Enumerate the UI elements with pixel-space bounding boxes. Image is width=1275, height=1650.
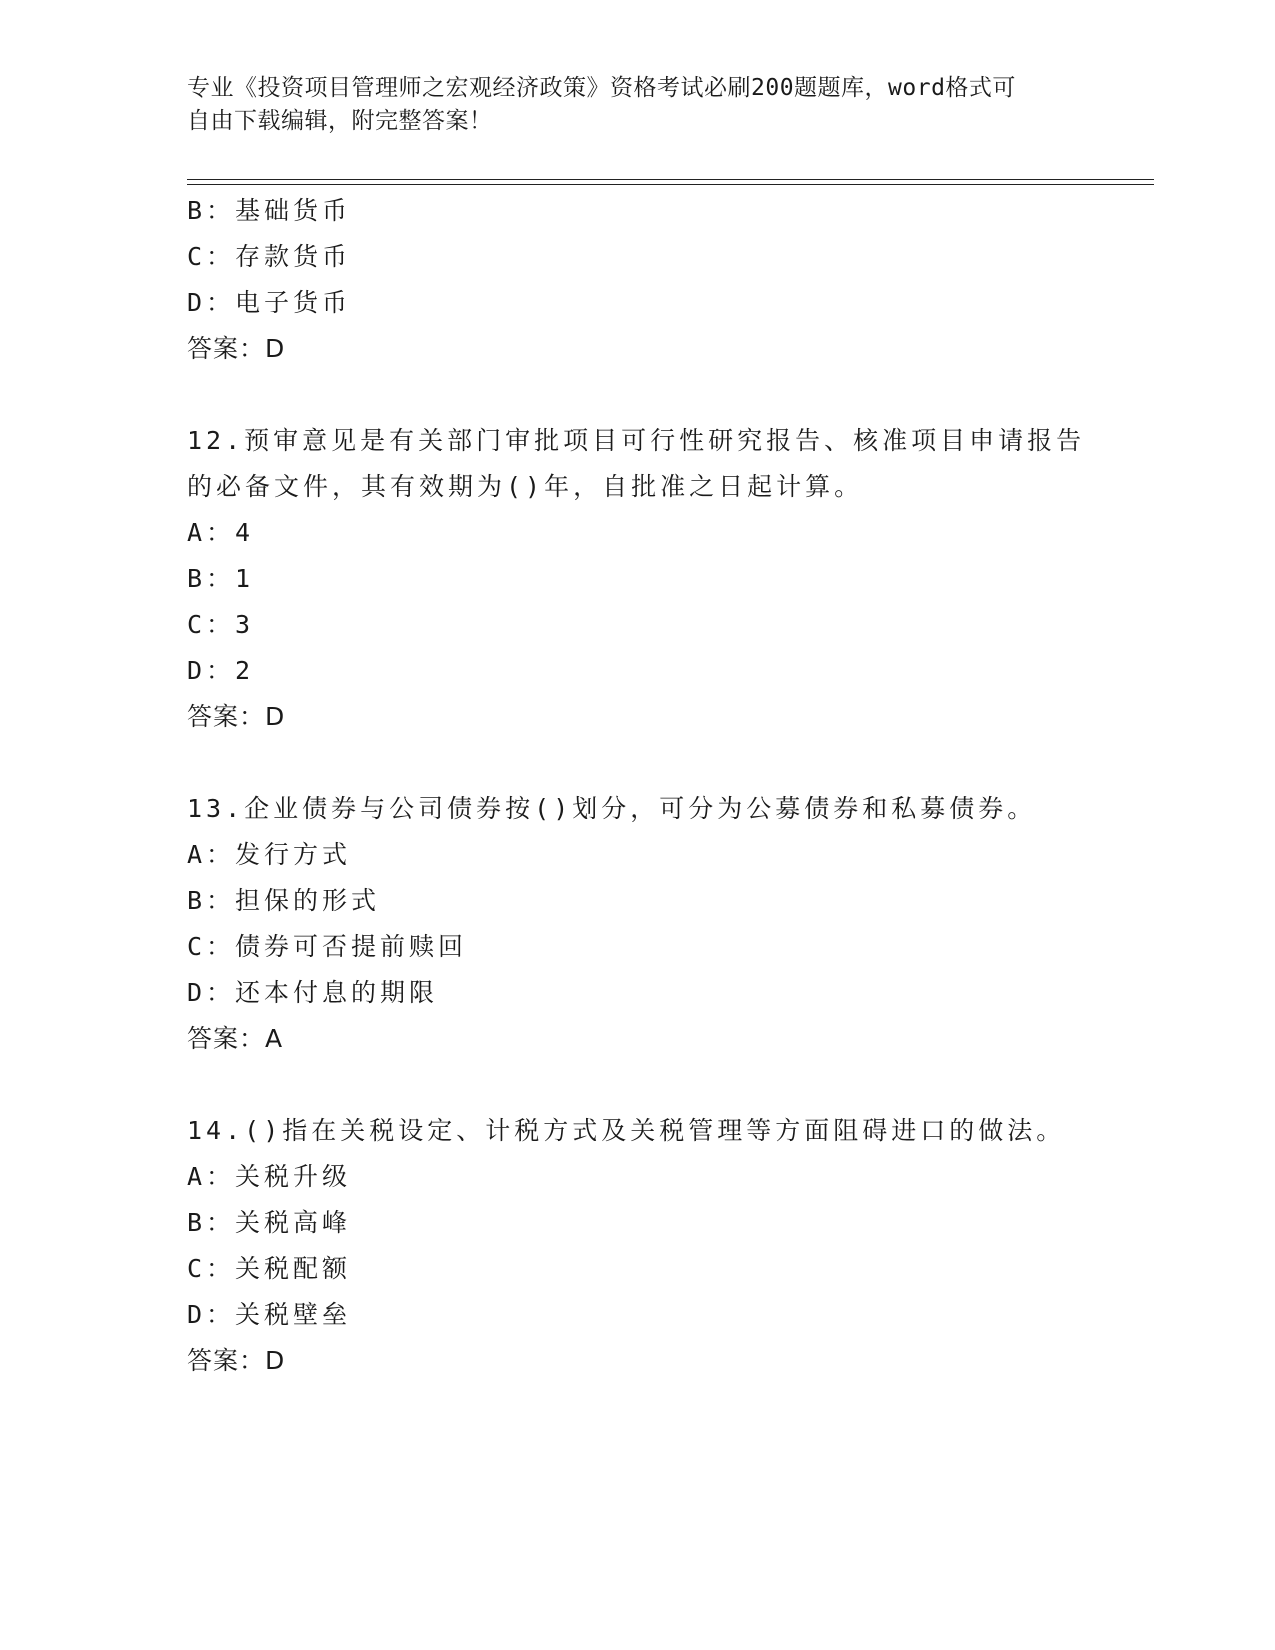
option-a: A：关税升级 [187, 1162, 352, 1191]
option-d: D：关税壁垒 [187, 1300, 352, 1329]
answer-line: 答案：D [187, 334, 286, 363]
option-c: C：3 [187, 610, 255, 639]
header-line-1: 专业《投资项目管理师之宏观经济政策》资格考试必刷200题题库，word格式可 [187, 75, 1016, 101]
option-b: B：1 [187, 564, 255, 593]
question-stem-line-1: 14.()指在关税设定、计税方式及关税管理等方面阻碍进口的做法。 [187, 1116, 1066, 1145]
header-divider-bottom [187, 184, 1154, 185]
spacer [187, 740, 1087, 786]
continued-question [187, 188, 1087, 372]
option-d: D：2 [187, 656, 255, 685]
option-b: B：关税高峰 [187, 1208, 352, 1237]
question-stem-line-1: 13.企业债券与公司债券按()划分，可分为公募债券和私募债券。 [187, 794, 1037, 823]
header-line-2: 自由下载编辑，附完整答案！ [187, 108, 493, 134]
option-a: A：4 [187, 518, 255, 547]
answer-line: 答案：D [187, 1346, 286, 1375]
answer-line: 答案：A [187, 1024, 284, 1053]
option-d: D：还本付息的期限 [187, 978, 439, 1007]
option-c: C：债券可否提前赎回 [187, 932, 468, 961]
option-c: C：存款货币 [187, 242, 352, 271]
spacer [187, 372, 1087, 418]
header-divider-top [187, 179, 1154, 180]
document-header [187, 72, 1067, 138]
option-a: A：发行方式 [187, 840, 352, 869]
option-b: B：基础货币 [187, 196, 352, 225]
question-stem-line-2: 的必备文件，其有效期为()年，自批准之日起计算。 [187, 472, 864, 501]
option-d: D：电子货币 [187, 288, 352, 317]
option-c: C：关税配额 [187, 1254, 352, 1283]
question-12 [187, 418, 1087, 740]
spacer [187, 1062, 1087, 1108]
question-13 [187, 786, 1087, 1062]
option-b: B：担保的形式 [187, 886, 381, 915]
answer-line: 答案：D [187, 702, 286, 731]
question-list [187, 188, 1087, 1384]
question-stem-line-1: 12.预审意见是有关部门审批项目可行性研究报告、核准项目申请报告 [187, 426, 1086, 455]
question-14 [187, 1108, 1087, 1384]
